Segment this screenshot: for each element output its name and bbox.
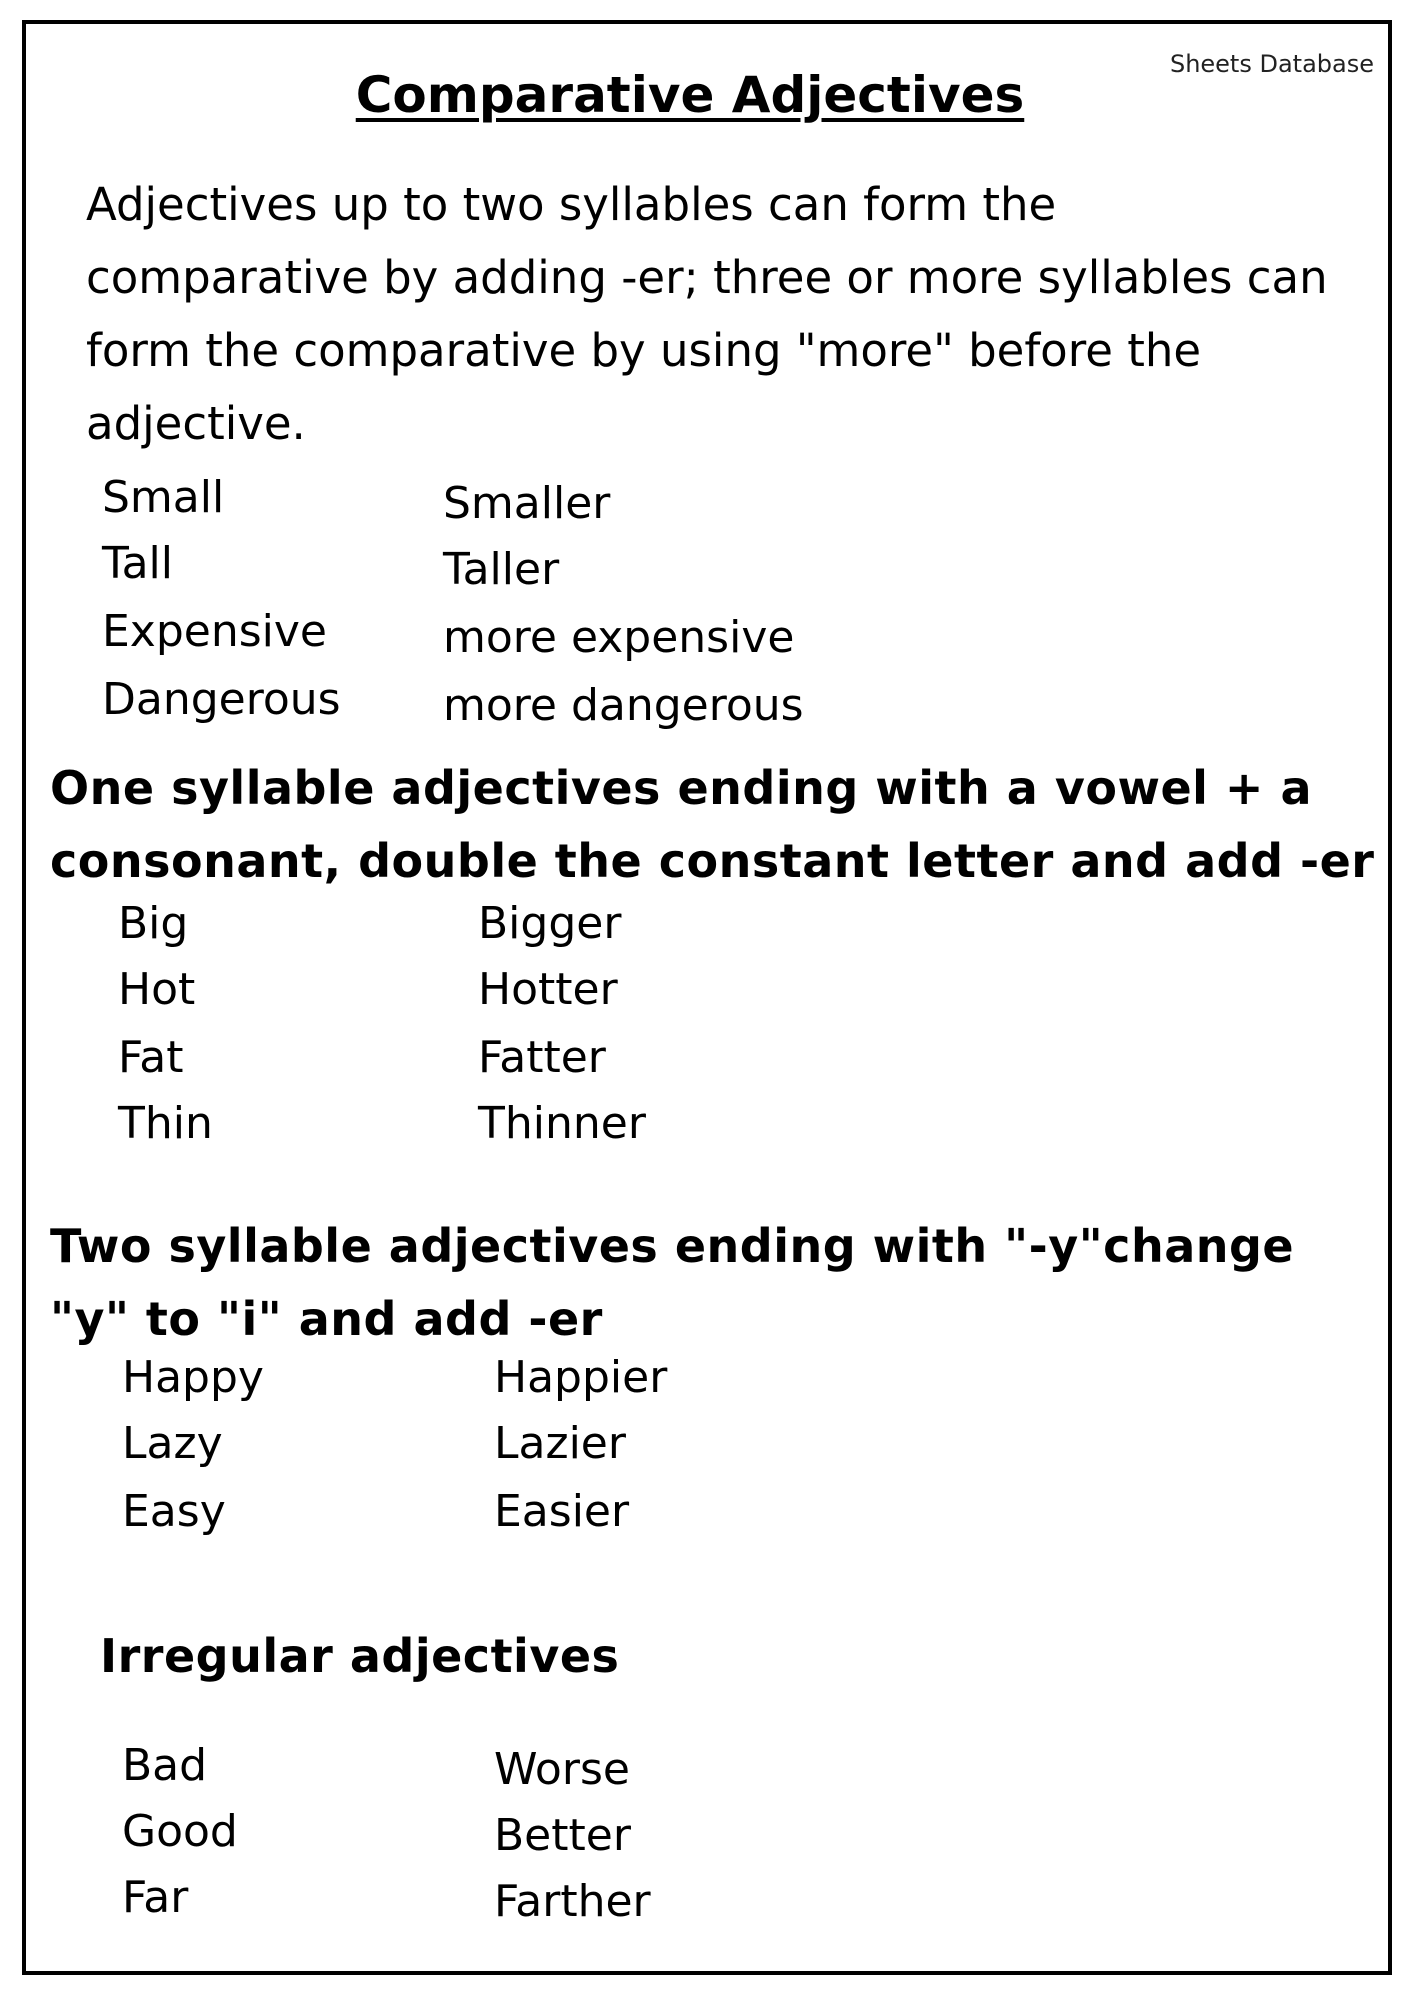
adjective-tall: Tall [102, 538, 174, 589]
comparative-more-expensive: more expensive [443, 612, 795, 663]
adjective-happy: Happy [122, 1352, 264, 1403]
comparative-thinner: Thinner [478, 1098, 646, 1149]
adjective-bad: Bad [122, 1740, 208, 1791]
adjective-thin: Thin [118, 1098, 213, 1149]
adjective-dangerous: Dangerous [102, 674, 341, 725]
comparative-fatter: Fatter [478, 1032, 606, 1083]
adjective-small: Small [102, 472, 225, 523]
comparative-happier: Happier [494, 1352, 668, 1403]
comparative-farther: Farther [494, 1876, 651, 1927]
page-title: Comparative Adjectives [355, 66, 1025, 124]
adjective-big: Big [118, 898, 189, 949]
adjective-easy: Easy [122, 1486, 226, 1537]
comparative-taller: Taller [443, 544, 560, 595]
heading-one-syllable: One syllable adjectives ending with a vowel + a consonant, double the constant letter and add -er [50, 761, 1375, 888]
adjective-hot: Hot [118, 964, 196, 1015]
adjective-good: Good [122, 1806, 238, 1857]
heading-two-syllable-y: Two syllable adjectives ending with "-y"change "y" to "i" and add -er [50, 1219, 1295, 1346]
comparative-worse: Worse [494, 1744, 630, 1795]
comparative-smaller: Smaller [443, 478, 611, 529]
adjective-fat: Fat [118, 1032, 184, 1083]
comparative-easier: Easier [494, 1486, 630, 1537]
comparative-better: Better [494, 1810, 631, 1861]
heading-irregular: Irregular adjectives [100, 1629, 620, 1683]
adjective-lazy: Lazy [122, 1418, 223, 1469]
comparative-bigger: Bigger [478, 898, 622, 949]
adjective-expensive: Expensive [102, 606, 327, 657]
comparative-lazier: Lazier [494, 1418, 626, 1469]
watermark: Sheets Database [1169, 50, 1374, 78]
intro-paragraph: Adjectives up to two syllables can form the comparative by adding -er; three or more syllables can form the comparative by using "more" before the adjective. [86, 178, 1328, 450]
comparative-more-dangerous: more dangerous [443, 680, 804, 731]
comparative-hotter: Hotter [478, 964, 618, 1015]
adjective-far: Far [122, 1872, 189, 1923]
